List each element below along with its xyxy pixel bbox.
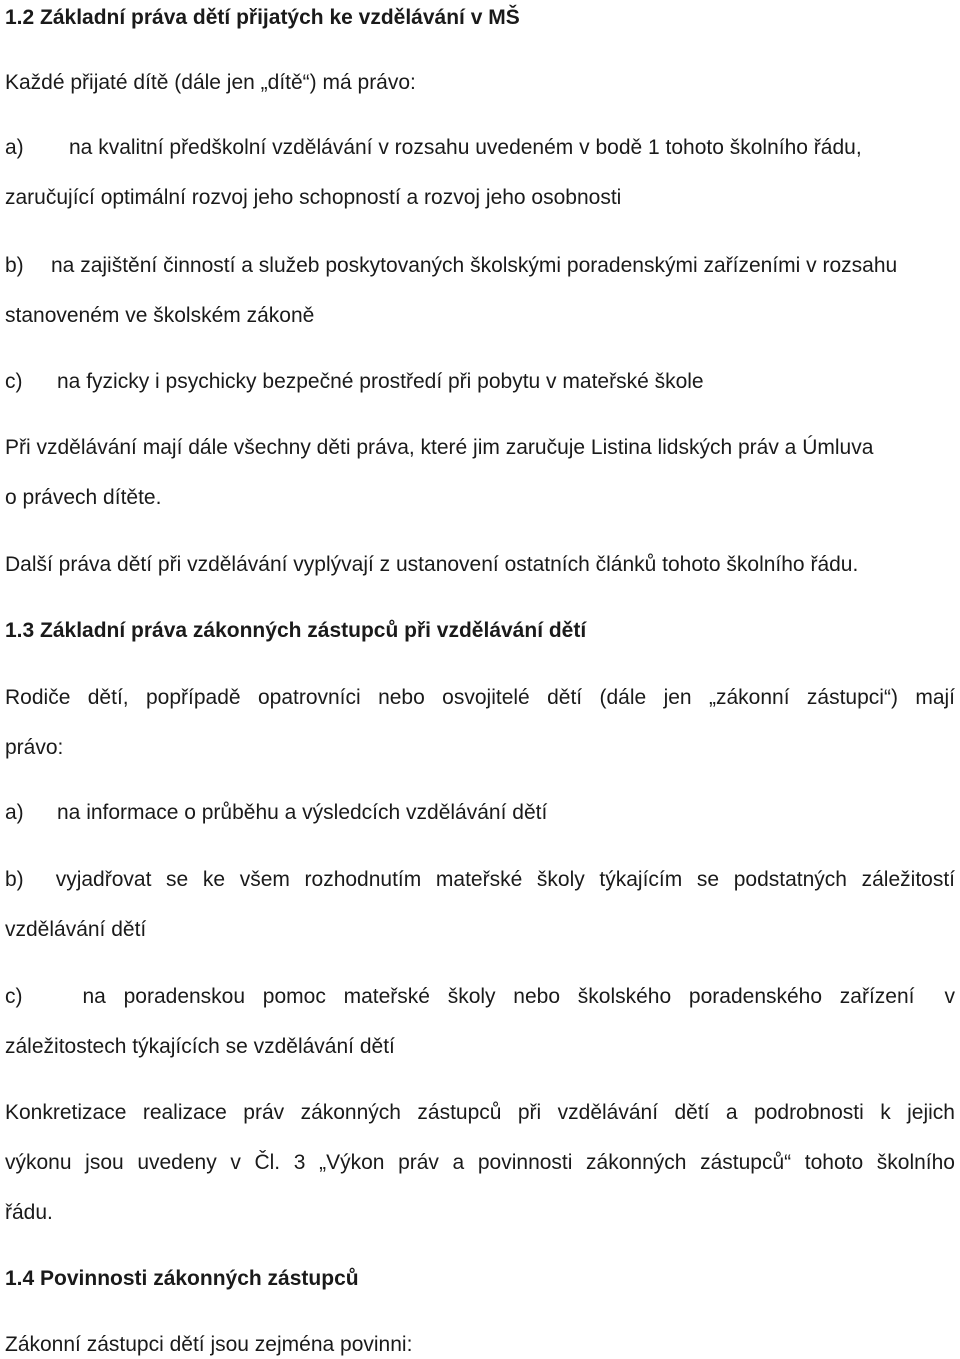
list-item-b-continuation: stanoveném ve školském zákoně bbox=[5, 304, 315, 327]
paragraph-konkretizace-line1: Konkretizace realizace práv zákonných zástupců při vzdělávání dětí a podrobnosti k jejich bbox=[5, 1101, 955, 1124]
list-item-b-continuation: vzdělávání dětí bbox=[5, 918, 147, 941]
paragraph-listina-line2: o právech dítěte. bbox=[5, 486, 162, 509]
section-1-2-intro: Každé přijaté dítě (dále jen „dítě“) má právo: bbox=[5, 71, 416, 94]
list-item-text: na informace o průběhu a výsledcích vzdělávání dětí bbox=[57, 801, 548, 824]
list-marker: a) bbox=[5, 136, 24, 159]
list-item-c-continuation: záležitostech týkajících se vzdělávání dětí bbox=[5, 1035, 395, 1058]
section-1-2-heading: 1.2 Základní práva dětí přijatých ke vzdělávání v MŠ bbox=[5, 6, 520, 29]
list-item-b bbox=[5, 867, 955, 893]
list-marker: b) bbox=[5, 868, 24, 891]
paragraph-dalsi-prava: Další práva dětí při vzdělávání vyplývají z ustanovení ostatních článků tohoto školního řádu. bbox=[5, 553, 859, 576]
list-item-c bbox=[5, 984, 955, 1010]
list-item-text: na kvalitní předškolní vzdělávání v rozsahu uvedeném v bodě 1 tohoto školního řádu, bbox=[69, 136, 862, 159]
paragraph-konkretizace-line3: řádu. bbox=[5, 1201, 53, 1224]
list-item-text: na poradenskou pomoc mateřské školy nebo školského poradenského zařízení bbox=[82, 985, 915, 1008]
section-1-3-intro-line1: Rodiče dětí, popřípadě opatrovníci nebo osvojitelé dětí (dále jen „zákonní zástupci“) mají bbox=[5, 686, 955, 709]
list-item-text: na zajištění činností a služeb poskytovaných školskými poradenskými zařízeními v rozsahu bbox=[51, 254, 898, 277]
section-1-4-heading: 1.4 Povinnosti zákonných zástupců bbox=[5, 1267, 359, 1290]
list-marker: c) bbox=[5, 370, 23, 393]
list-marker: c) bbox=[5, 985, 23, 1008]
section-1-3-heading: 1.3 Základní práva zákonných zástupců při vzdělávání dětí bbox=[5, 619, 587, 642]
paragraph-konkretizace-line2: výkonu jsou uvedeny v Čl. 3 „Výkon práv a povinnosti zákonných zástupců“ tohoto školního bbox=[5, 1151, 955, 1174]
list-marker: b) bbox=[5, 254, 24, 277]
list-item-text: na fyzicky i psychicky bezpečné prostředí při pobytu v mateřské škole bbox=[57, 370, 704, 393]
list-item-a bbox=[5, 135, 955, 161]
list-item-a bbox=[5, 800, 955, 826]
list-item-c bbox=[5, 369, 955, 395]
paragraph-listina-line1: Při vzdělávání mají dále všechny děti práva, které jim zaručuje Listina lidských práv a Úmluva bbox=[5, 436, 874, 459]
list-item-text: vyjadřovat se ke všem rozhodnutím mateřské školy týkajícím se podstatných záležitostí bbox=[55, 868, 955, 891]
section-1-3-intro-line2: právo: bbox=[5, 736, 64, 759]
list-marker: a) bbox=[5, 801, 24, 824]
list-item-text-end: v bbox=[944, 985, 955, 1008]
list-item-a-continuation: zaručující optimální rozvoj jeho schopností a rozvoj jeho osobnosti bbox=[5, 186, 622, 209]
list-item-b bbox=[5, 253, 955, 279]
section-1-4-intro: Zákonní zástupci dětí jsou zejména povinni: bbox=[5, 1333, 413, 1356]
